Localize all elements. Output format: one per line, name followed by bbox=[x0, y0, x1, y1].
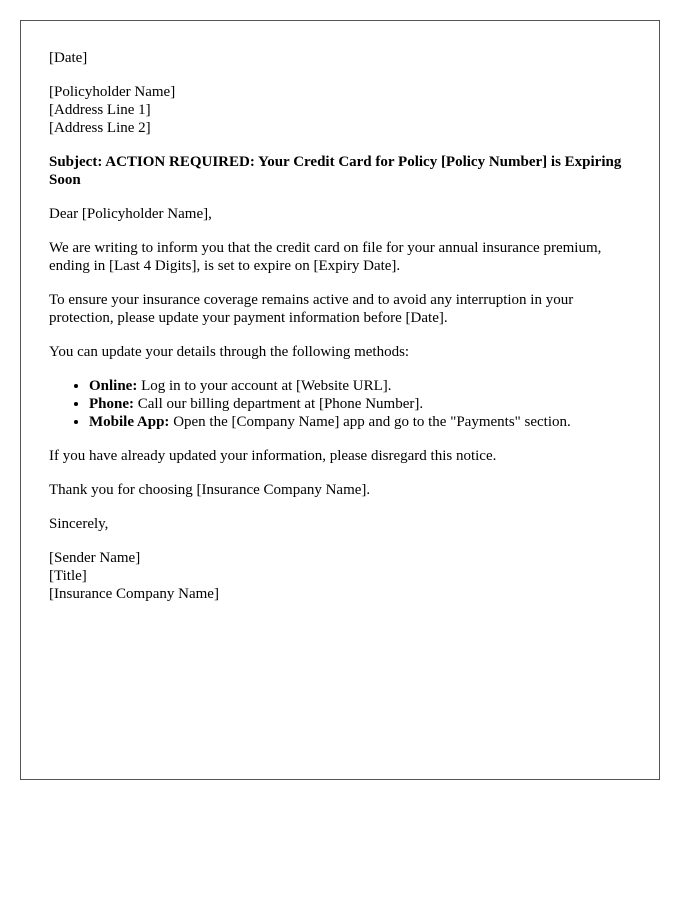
disregard-paragraph: If you have already updated your information, please disregard this notice. bbox=[49, 448, 497, 464]
recipient-address bbox=[49, 83, 631, 137]
method-label: Phone: bbox=[89, 396, 134, 412]
thank-you-paragraph: Thank you for choosing [Insurance Company Name]. bbox=[49, 482, 371, 498]
method-text: Log in to your account at [Website URL]. bbox=[137, 378, 392, 394]
method-text: Open the [Company Name] app and go to the "Payments" section. bbox=[169, 414, 571, 430]
sender-title: [Title] bbox=[49, 568, 87, 584]
letter-page bbox=[20, 20, 660, 780]
letter-subject: Subject: ACTION REQUIRED: Your Credit Card for Policy [Policy Number] is Expiring Soon bbox=[49, 154, 622, 188]
method-label: Online: bbox=[89, 378, 138, 394]
letter-greeting: Dear [Policyholder Name], bbox=[49, 206, 212, 222]
method-label: Mobile App: bbox=[89, 414, 170, 430]
sender-name: [Sender Name] bbox=[49, 550, 141, 566]
recipient-name: [Policyholder Name] bbox=[49, 84, 176, 100]
method-mobile-app bbox=[89, 413, 631, 431]
update-request-paragraph: To ensure your insurance coverage remains active and to avoid any interruption in your protection, please update your payment information before [Date]. bbox=[49, 292, 574, 326]
sender-company: [Insurance Company Name] bbox=[49, 586, 219, 602]
letter-date: [Date] bbox=[49, 50, 88, 66]
sender-signature-block bbox=[49, 549, 631, 603]
letter-closing: Sincerely, bbox=[49, 516, 109, 532]
methods-intro: You can update your details through the following methods: bbox=[49, 344, 410, 360]
update-methods-list bbox=[49, 377, 631, 431]
method-phone bbox=[89, 395, 631, 413]
recipient-address-line-2: [Address Line 2] bbox=[49, 120, 151, 136]
expiry-notice-paragraph: We are writing to inform you that the credit card on file for your annual insurance premium, ending in [Last 4 Digits], is set to expire on [Expiry Date]. bbox=[49, 240, 602, 274]
method-online bbox=[89, 377, 631, 395]
recipient-address-line-1: [Address Line 1] bbox=[49, 102, 151, 118]
method-text: Call our billing department at [Phone Number]. bbox=[134, 396, 424, 412]
